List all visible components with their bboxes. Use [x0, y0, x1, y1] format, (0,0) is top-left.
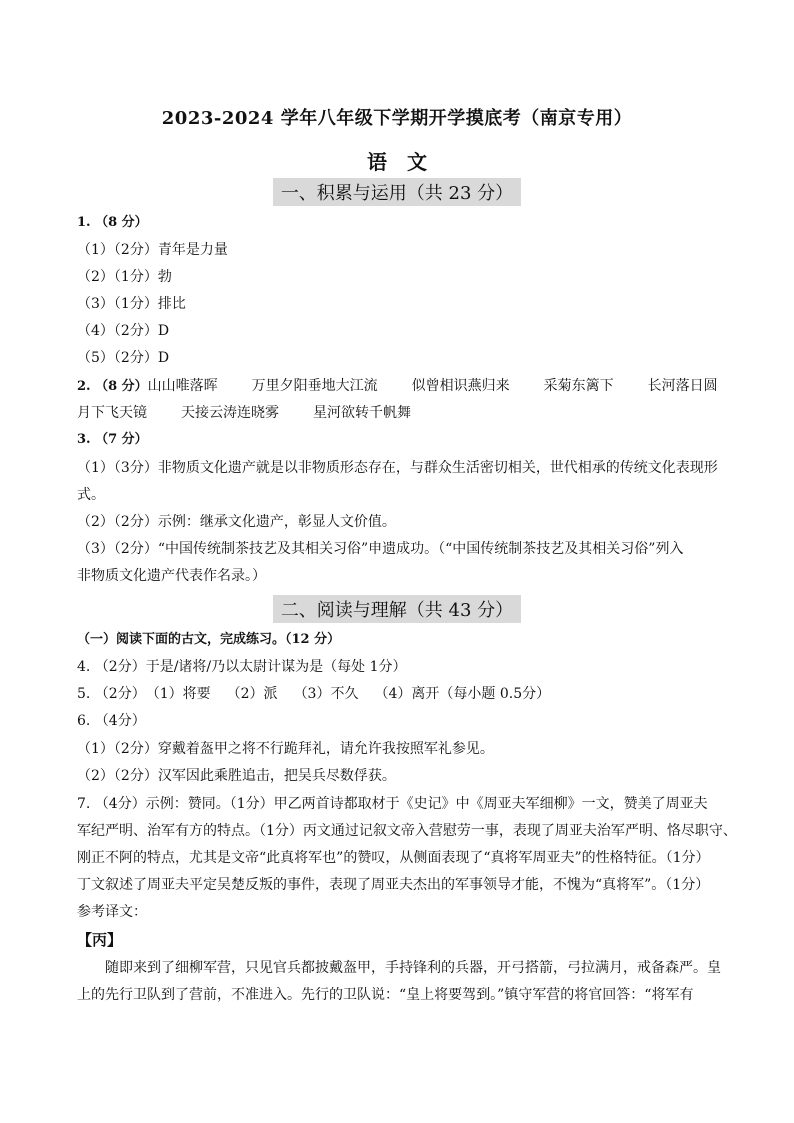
q2-item: 月下飞天镜 — [77, 405, 147, 421]
q2-item: 万里夕阳垂地大江流 — [251, 378, 378, 394]
section-header-2: 二、阅读与理解（共 43 分） — [0, 595, 794, 623]
q2-item: 似曾相识燕归来 — [411, 378, 510, 394]
q3-answer-1-line-2: 式。 — [77, 487, 105, 503]
q7-line-4: 丁文叙述了周亚夫平定吴楚反叛的事件，表现了周亚夫杰出的军事领导才能，不愧为“真将军”。（1分） — [77, 877, 710, 893]
q3-answer-2: （2）（2分）示例：继承文化遗产，彰显人文价值。 — [77, 514, 396, 530]
q5-answer — [77, 684, 737, 704]
q5-option: （1）将要 — [145, 686, 211, 702]
q2-line-1 — [77, 376, 737, 397]
bing-line-1: 随即来到了细柳军营，只见官兵都披戴盔甲，手持锋利的兵器，开弓搭箭，弓拉满月，戒备森严。皇 — [105, 960, 721, 976]
bing-line-2: 上的先行卫队到了营前，不准进入。先行的卫队说：“皇上将要驾到。”镇守军营的将官回答：“将军有 — [77, 987, 694, 1003]
q1-answer-4: （4）（2分）D — [77, 323, 170, 339]
q6-answer-1: （1）（2分）穿戴着盔甲之将不行跪拜礼，请允许我按照军礼参见。 — [77, 741, 494, 757]
q5-option: （3）不久 — [293, 686, 359, 702]
q2-item: 星河欲转千帆舞 — [313, 405, 411, 421]
q6-answer-2: （2）（2分）汉军因此乘胜追击，把吴兵尽数俘获。 — [77, 768, 396, 784]
q5-option: （2）派 — [226, 686, 278, 702]
q3-answer-3-line-1: （3）（2分）“中国传统制茶技艺及其相关习俗”申遗成功。（“中国传统制茶技艺及其相关习俗”列入 — [77, 541, 684, 557]
q1-head: 1. （8 分） — [77, 215, 148, 230]
q7-line-2: 军纪严明、治军有方的特点。（1分）丙文通过记叙文帝入营慰劳一事，表现了周亚夫治军严明、恪尽职守、 — [77, 823, 737, 839]
q3-head: 3. （7 分） — [77, 432, 148, 447]
q2-item: 天接云涛连晓雾 — [181, 405, 279, 421]
bing-label: 【丙】 — [77, 931, 123, 949]
page-title: 2023-2024 学年八年级下学期开学摸底考（南京专用） — [161, 108, 633, 129]
q7-line-1: 7. （4分）示例：赞同。（1分）甲乙两首诗都取材于《史记》中《周亚夫军细柳》一文，赞美了周亚夫 — [77, 796, 708, 812]
section-header-1: 一、积累与运用（共 23 分） — [0, 178, 794, 206]
q5-option: （4）离开（每小题 0.5分） — [374, 686, 551, 702]
q1-answer-3: （3）（1分）排比 — [77, 296, 186, 312]
q1-answer-5: （5）（2分）D — [77, 350, 170, 366]
q4-answer: 4. （2分）于是/诸将/乃以太尉计谋为是（每处 1分） — [77, 659, 407, 675]
q2-head: 2. （8 分） — [77, 379, 148, 394]
reference-translation-label: 参考译文： — [77, 904, 147, 920]
q2-item: 长河落日圆 — [647, 378, 718, 394]
q7-line-3: 刚正不阿的特点，尤其是文帝“此真将军也”的赞叹，从侧面表现了“真将军周亚夫”的性格特征。（1分） — [77, 850, 710, 866]
q5-head: 5. （2分） — [77, 686, 146, 702]
q2-item: 山山唯落晖 — [147, 378, 218, 394]
q1-answer-2: （2）（1分）勃 — [77, 269, 172, 285]
q3-answer-3-line-2: 非物质文化遗产代表作名录。） — [77, 568, 266, 584]
q3-answer-1-line-1: （1）（3分）非物质文化遗产就是以非物质形态存在，与群众生活密切相关，世代相承的传统文化表现形 — [77, 460, 718, 476]
q6-head: 6. （4分） — [77, 713, 146, 729]
part1-heading: （一）阅读下面的古文，完成练习。（12 分） — [77, 632, 341, 647]
subject-title: 语 文 — [367, 150, 427, 174]
q2-line-2 — [77, 403, 737, 423]
q1-answer-1: （1）（2分）青年是力量 — [77, 242, 228, 258]
q2-item: 采菊东篱下 — [543, 378, 614, 394]
